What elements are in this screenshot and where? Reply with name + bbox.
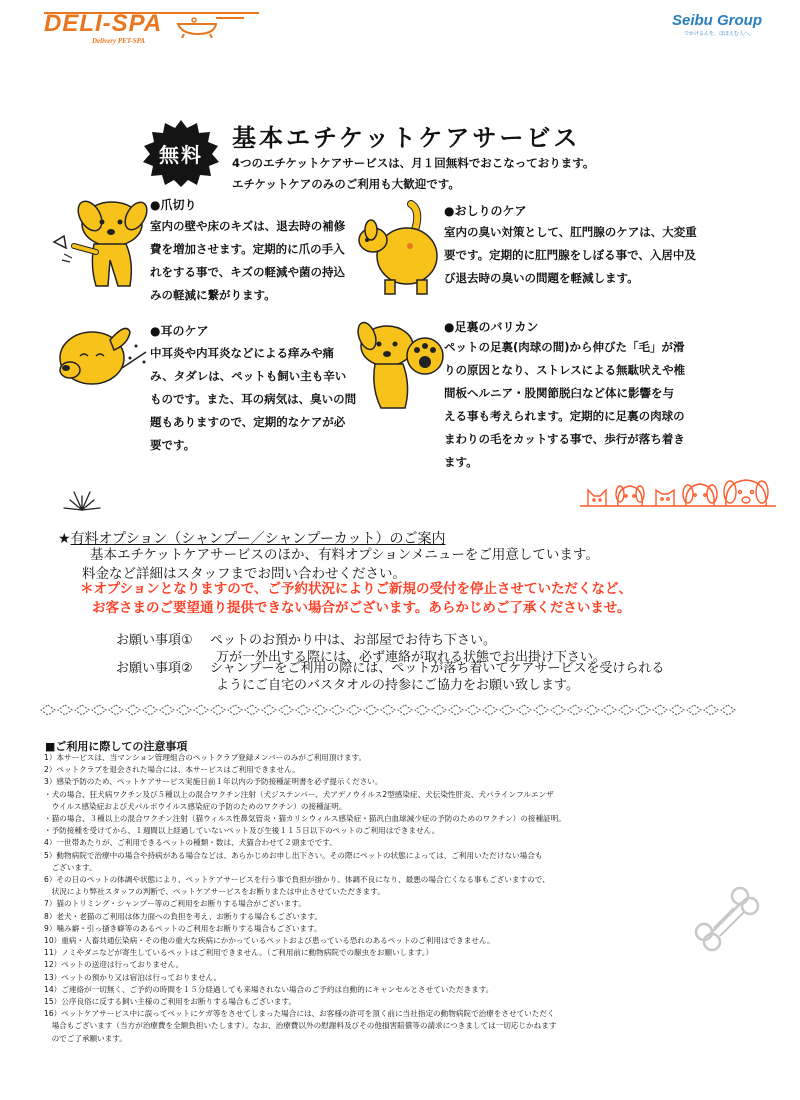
- star-icon: ★: [58, 531, 71, 547]
- divider-diamond: [211, 705, 225, 715]
- divider-diamond: [194, 705, 208, 715]
- note-item: 2）ペットクラブを退会された場合には、本サービスはご利用できません。: [44, 765, 300, 775]
- group-logo: Seibu Group: [672, 12, 762, 29]
- options-warning: [80, 580, 632, 618]
- warning-line: ＊オプションとなりますので、ご予約状況によりご新規の受付を停止させていただくなど、: [80, 581, 633, 597]
- note-item: ウイルス感染症および犬パルボウイルス感染症の予防のためのワクチン）の接種証明。: [44, 801, 347, 811]
- brand-logo: DELI-SPA: [44, 10, 163, 37]
- divider-diamond: [296, 705, 310, 715]
- service-line: ペットの足裏(肉球の間)から伸びた「毛」が滑: [444, 340, 685, 354]
- request-2-text: [210, 660, 664, 694]
- service-paw-title: ●足裏のバリカン: [444, 320, 539, 334]
- divider-diamond: [177, 705, 191, 715]
- service-paw-body: [444, 336, 685, 474]
- request-line: ペットのお預かり中は、お部屋でお待ち下さい。: [210, 633, 497, 648]
- request-line: シャンプーをご利用の際には、ペットが落ち着いてケアサービスを受けられる: [210, 661, 665, 676]
- note-item: 1）本サービスは、当マンション管理組合のペットクラブ登録メンバーのみがご利用頂けます。: [44, 753, 367, 762]
- warning-line: お客さまのご要望通り提供できない場合がございます。あらかじめご了承くださいませ。: [92, 600, 631, 616]
- service-line: み、タダレは、ペットも飼い主も辛い: [150, 369, 347, 383]
- divider-diamond: [279, 705, 293, 715]
- note-item: 14）ご連絡が一切無く、ご予約の時間を１５分経過しても来場されない場合のご予約は自動的にキャンセルとさせていただきます。: [44, 984, 494, 994]
- note-item: 12）ペットの送迎は行っておりません。: [44, 960, 184, 970]
- note-item: 9）噛み癖・引っ掻き癖等のあるペットのご利用をお断りする場合もございます。: [44, 923, 322, 933]
- divider-diamond: [58, 705, 72, 715]
- divider-diamond: [330, 705, 344, 715]
- divider-diamond: [670, 705, 684, 715]
- divider-diamond: [126, 705, 140, 715]
- options-line: 基本エチケットケアサービスのほか、有料オプションメニューをご用意しています。: [90, 547, 599, 563]
- note-item: ・予防接種を受けてから、１週間以上経過していないペット及び生後１１５日以下のペットのご利用はできません。: [44, 826, 440, 836]
- note-item: ・猫の場合、３種以上の混合ワクチン注射（猫ウィルス性鼻気管炎・猫カリシウィルス感染症・猫汎白血球減少症の予防のためのワクチン）の接種証明。: [44, 814, 566, 824]
- service-line: 室内の壁や床のキズは、退去時の補修: [150, 219, 346, 233]
- brand-subtitle: Delivery PET-SPA: [92, 37, 146, 45]
- service-line: れをする事で、キズの軽減や菌の持込: [150, 265, 346, 279]
- service-line: 費を増加させます。定期的に爪の手入: [150, 242, 345, 256]
- note-item: のでご了承願います。: [44, 1033, 127, 1043]
- divider-diamond: [585, 705, 599, 715]
- note-item: 状況により弊社スタッフの判断で、ペットケアサービスをお断りまたは中止させていただきます。: [44, 887, 385, 897]
- service-line: みの軽減に繋がります。: [150, 288, 276, 302]
- service-ear-title: ●耳のケア: [150, 324, 209, 338]
- note-item: 8）老犬・老猫のご利用は体力面への負担を考え、お断りする場合もございます。: [44, 911, 323, 921]
- divider-diamond: [160, 705, 174, 715]
- divider-diamond: [721, 705, 735, 715]
- options-body: [82, 546, 599, 584]
- bone-icon: [686, 880, 770, 964]
- divider-diamond: [551, 705, 565, 715]
- divider-diamond: [381, 705, 395, 715]
- divider-diamond: [568, 705, 582, 715]
- divider-diamond: [636, 705, 650, 715]
- divider-diamond: [398, 705, 412, 715]
- note-item: 15）公序良俗に反する飼い主様のご利用をお断りする場合もございます。: [44, 997, 297, 1007]
- divider-diamond: [41, 705, 55, 715]
- intro-line: 4つのエチケットケアサービスは、月１回無料でおこなっております。: [232, 156, 595, 170]
- note-item: 5）動物病院で治療中の場合や持病がある場合などは、あらかじめお申し出下さい。その際にペットの状態によっては、ご利用いただけない場合も: [44, 850, 543, 860]
- service-line: りの原因となり、ストレスによる無駄吠えや椎: [444, 363, 686, 377]
- divider-diamond: [653, 705, 667, 715]
- service-nail-title: ●爪切り: [150, 198, 197, 212]
- divider-diamond: [245, 705, 259, 715]
- divider-diamond: [313, 705, 327, 715]
- divider-diamond: [602, 705, 616, 715]
- divider-diamond: [704, 705, 718, 715]
- request-1-label: お願い事項①: [116, 633, 193, 648]
- service-line: 間板ヘルニア・股関節脱臼など体に影響を与: [444, 386, 674, 400]
- service-rear-body: [444, 221, 697, 290]
- service-line: 要です。定期的に肛門腺をしぼる事で、入居中及: [444, 248, 696, 262]
- diamond-divider: [40, 703, 740, 717]
- request-line: 万が一外出する際には、必ず連絡が取れる状態でお出掛け下さい。: [216, 650, 607, 665]
- divider-diamond: [75, 705, 89, 715]
- intro-line: エチケットケアのみのご利用も大歓迎です。: [232, 177, 460, 191]
- request-2-label: お願い事項②: [116, 661, 193, 676]
- divider-diamond: [483, 705, 497, 715]
- options-heading: [58, 528, 445, 548]
- sparkle-icon: [60, 482, 104, 512]
- divider-diamond: [92, 705, 106, 715]
- free-badge-label: 無料: [159, 143, 203, 167]
- service-line: び退去時の臭いの問題を軽減します。: [444, 271, 639, 285]
- note-item: 4）一世帯あたりが、ご利用できるペットの種類・数は、犬猫合わせて２頭までです。: [44, 838, 337, 848]
- request-line: ようにご自宅のバスタオルの持参にご協力をお願い致します。: [216, 678, 579, 693]
- group-tagline: でかけるんを、ほほえむ人へ。: [684, 31, 755, 37]
- divider-diamond: [109, 705, 123, 715]
- note-item: 16）ペットケアサービス中に誤ってペットにケガ等をさせてしまった場合には、お客様の許可を頂く前に当社指定の動物病院で治療をさせていただく: [44, 1009, 555, 1019]
- divider-diamond: [466, 705, 480, 715]
- service-line: 要です。: [150, 438, 196, 452]
- divider-diamond: [534, 705, 548, 715]
- service-line: 題もありますので、定期的なケアが必: [150, 415, 346, 429]
- service-line: ものです。また、耳の病気は、臭いの問: [150, 392, 357, 406]
- divider-diamond: [432, 705, 446, 715]
- note-item: 3）感染予防のため、ペットケアサービス実施日前１年以内の予防接種証明書を必ず提示ください。: [44, 777, 383, 787]
- options-line: 料金など詳細はスタッフまでお問い合わせください。: [82, 566, 406, 582]
- service-line: まわりの毛をカットする事で、歩行が落ち着き: [444, 432, 685, 446]
- divider-diamond: [415, 705, 429, 715]
- divider-diamond: [262, 705, 276, 715]
- divider-diamond: [687, 705, 701, 715]
- note-item: 6）その日のペットの体調や状態により、ペットケアサービスを行う事で負担が掛かり、体調不良になり、最悪の場合亡くなる事もございますので、: [44, 875, 550, 885]
- note-item: ございます。: [44, 862, 97, 872]
- note-item: 13）ペットの預かり又は宿泊は行っておりません。: [44, 972, 222, 982]
- note-item: 11）ノミやダニなどが寄生しているペットはご利用できません。（ご利用前に動物病院での駆虫をお願いします。）: [44, 948, 434, 958]
- service-line: 中耳炎や内耳炎などによる痒みや痛: [150, 346, 334, 360]
- dog-rear-illustration: [355, 200, 445, 296]
- service-line: える事も考えられます。定期的に足裏の肉球の: [444, 409, 685, 423]
- dog-nail-illustration: [50, 196, 150, 292]
- dog-ear-illustration: [50, 318, 150, 398]
- divider-diamond: [143, 705, 157, 715]
- divider-diamond: [364, 705, 378, 715]
- bathtub-icon: [176, 16, 246, 38]
- note-item: 10）重病・人畜共通伝染病・その他の重大な疾病にかかっているペットおよび患っている恐れのあるペットのご利用はできません。: [44, 936, 495, 946]
- service-nail-body: [150, 215, 345, 307]
- dog-paw-illustration: [355, 316, 445, 412]
- divider-diamond: [619, 705, 633, 715]
- service-line: ます。: [444, 455, 478, 469]
- service-ear-body: [150, 342, 356, 457]
- notes-list: [44, 752, 734, 1045]
- intro-text: [232, 153, 594, 195]
- options-heading-text: 有料オプション（シャンプー／シャンプーカット）のご案内: [70, 531, 446, 547]
- service-rear-title: ●おしりのケア: [444, 204, 527, 218]
- divider-diamond: [500, 705, 514, 715]
- page-title: 基本エチケットケアサービス: [232, 124, 581, 152]
- note-item: 場合もございます（当方が治療費を全額負担いたします）。なお、治療費以外の慰謝料及びその他損害賠償等の請求につきましては一切応じかねます: [44, 1021, 557, 1031]
- service-line: 室内の臭い対策として、肛門腺のケアは、大変重: [444, 225, 697, 239]
- divider-diamond: [449, 705, 463, 715]
- pets-row-illustration: [580, 474, 776, 512]
- divider-diamond: [347, 705, 361, 715]
- note-item: 7）猫のトリミング・シャンプー等のご利用をお断りする場合がございます。: [44, 899, 306, 909]
- notes-heading: ■ご利用に際しての注意事項: [45, 740, 188, 753]
- note-item: ・犬の場合、狂犬病ワクチン及び５種以上の混合ワクチン注射（犬ジステンパー、犬アデノウイルス2型感染症、犬伝染性肝炎、犬パラインフルエンザ: [44, 789, 554, 799]
- divider-diamond: [228, 705, 242, 715]
- divider-diamond: [517, 705, 531, 715]
